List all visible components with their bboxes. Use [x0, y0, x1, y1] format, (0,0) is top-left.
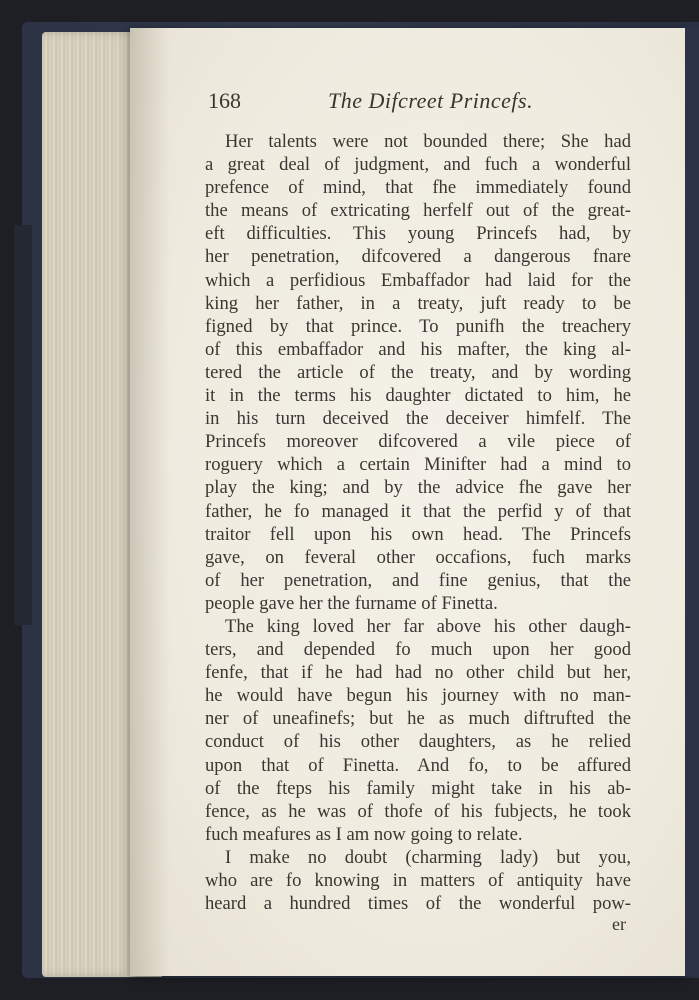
body-text	[205, 130, 631, 915]
text-line: Princefs moreover difcovered a vile piece of	[205, 431, 631, 453]
text-line: her penetration, difcovered a dangerous fnare	[205, 246, 631, 268]
cover-spine-band	[14, 225, 32, 625]
running-title: The Difcreet Princefs.	[328, 88, 534, 113]
text-line: play the king; and by the advice fhe gave her	[205, 477, 631, 499]
text-line: figned by that prince. To punifh the treachery	[205, 315, 631, 337]
text-line: it in the terms his daughter dictated to him, he	[205, 385, 631, 407]
text-line: ner of uneafinefs; but he as much diftrufted the	[205, 708, 631, 730]
text-line: eft difficulties. This young Princefs had, by	[205, 223, 631, 245]
text-line: gave, on feveral other occafions, fuch marks	[205, 546, 631, 568]
catchword: er	[612, 914, 626, 934]
text-line: conduct of his other daughters, as he relied	[205, 731, 631, 753]
page-header	[208, 88, 668, 128]
text-line: of this embaffador and his mafter, the king al-	[205, 338, 631, 360]
text-line: traitor fell upon his own head. The Princefs	[205, 523, 631, 545]
text-line: father, he fo managed it that the perfid y of that	[205, 500, 631, 522]
text-line: king her father, in a treaty, juft ready to be	[205, 292, 631, 314]
text-line: the means of extricating herfelf out of the great-	[205, 200, 631, 222]
text-line: fenfe, that if he had had no other child but her,	[205, 662, 631, 684]
text-line: in his turn deceived the deceiver himfelf. The	[205, 408, 631, 430]
page-gutter-shadow	[130, 28, 170, 976]
text-line: fuch meafures as I am now going to relate.	[205, 823, 523, 845]
text-line: of the fteps his family might take in his ab-	[205, 777, 631, 799]
text-line: of her penetration, and fine genius, that the	[205, 569, 631, 591]
text-line: ters, and depended fo much upon her good	[205, 639, 631, 661]
text-line: The king loved her far above his other daugh-	[225, 615, 631, 637]
cover-right-edge	[685, 28, 699, 976]
text-line: Her talents were not bounded there; She had	[225, 131, 631, 152]
text-line: which a perfidious Embaffador had laid for the	[205, 269, 631, 291]
text-line: prefence of mind, that fhe immediately found	[205, 177, 631, 199]
text-line: fence, as he was of thofe of his fubjects, he took	[205, 800, 631, 822]
page-number: 168	[208, 88, 241, 113]
text-line: people gave her the furname of Finetta.	[205, 592, 498, 614]
text-line: I make no doubt (charming lady) but you,	[225, 846, 631, 868]
text-line: who are fo knowing in matters of antiquity have	[205, 870, 631, 891]
text-line: he would have begun his journey with no man-	[205, 685, 631, 707]
text-line: upon that of Finetta. And fo, to be affured	[205, 754, 631, 776]
text-line: roguery which a certain Minifter had a mind to	[205, 454, 631, 476]
text-line: a great deal of judgment, and fuch a wonderful	[205, 154, 631, 176]
text-line: heard a hundred times of the wonderful pow-	[205, 893, 631, 915]
text-line: tered the article of the treaty, and by wording	[205, 361, 631, 383]
